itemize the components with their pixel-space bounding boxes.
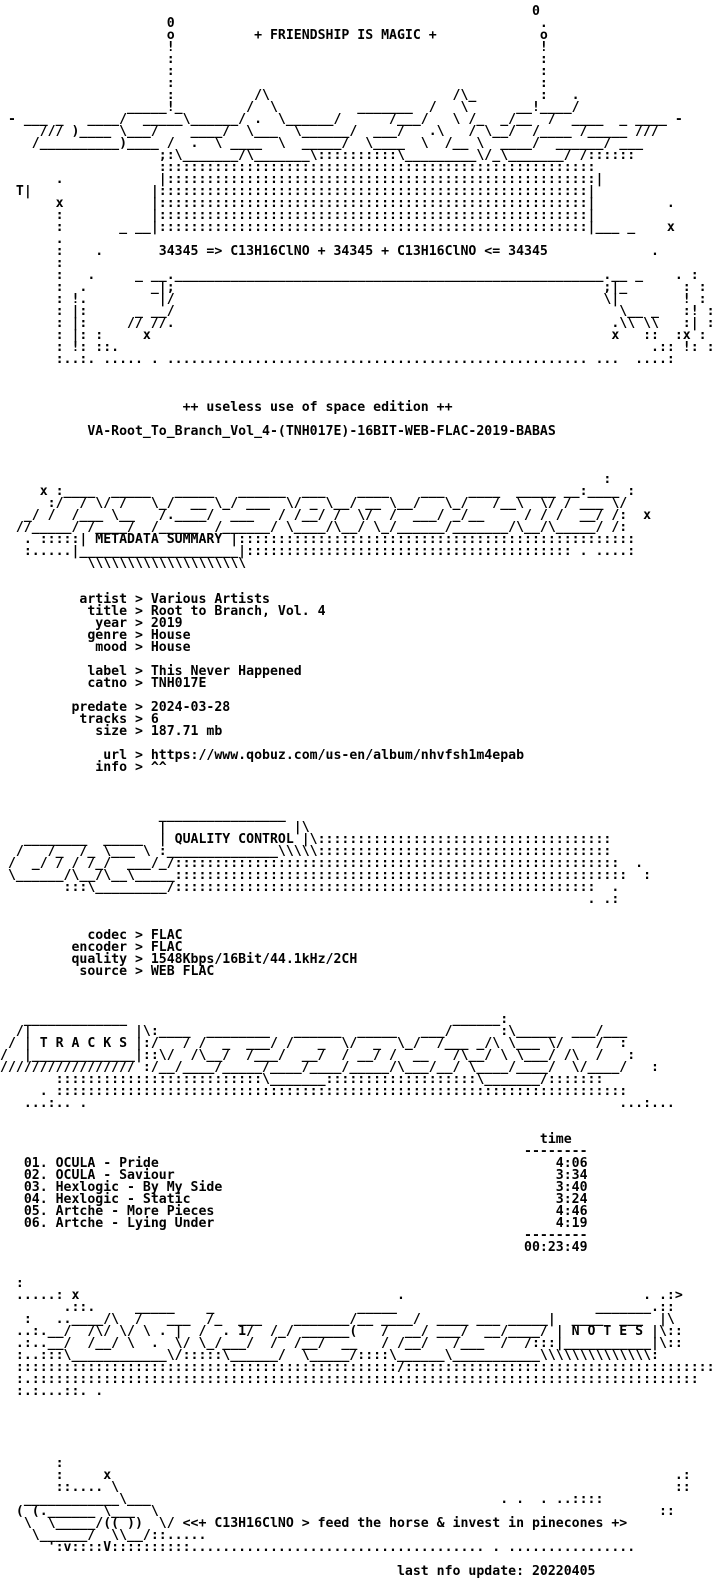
nfo-line: T| |::::::::::::::::::::::::::::::::::::::::::::::::::::::| [0,184,596,199]
nfo-line: ..:.__/ /\/ \/ \ . | / . 1/ /_/ ______( / __/ ___/ __/____/ | N O T E S |\:: [0,1324,683,1339]
nfo-line: :.:...::. . [0,1384,104,1399]
nfo-line: : [0,472,612,487]
nfo-line: /__________)____ / . \ ____ \ _____/ \____ \ /__ \ ____/ ______/ ___ [0,136,644,151]
nfo-line: . :::::| METADATA SUMMARY |:::::::::::::::::::::::::::::::::::::::::::::::::: [0,532,636,547]
nfo-line: url > https://www.qobuz.com/us-en/album/nhvfsh1m4epab [0,748,525,763]
nfo-line: / _/ / / /_/ ___/_/:::::::::::::::::::::::::::::::::::::::::::::::::::::::: . [0,856,644,871]
nfo-line: :..:::\____________\/:::::\______/ \_____/::::\______\___________\\\\\\\\\\\\\\: [0,1348,659,1363]
nfo-line: / | T R A C K S |:/ / / _ ___/ / _ \/ _ \_/ /___ _/\ \___ \/ / : [0,1036,628,1051]
nfo-line: size > 187.71 mb [0,724,223,739]
nfo-line: :/ / \/ / \_/ __ \_/ ___ \/ _ \__/ __ \__/ \_/ /__\ \/ / ___ \/ [0,496,628,511]
nfo-line: artist > Various Artists [0,592,270,607]
nfo-line: ::.... \ :: [0,1480,691,1495]
nfo-line: : . 34345 => C13H16ClNO + 34345 + C13H16ClNO <= 34345 . [0,244,659,259]
nfo-line: : x .: [0,1468,691,1483]
nfo-line: ::::::::::::::::::::::::::::::::::::::::::::::::::::::: [0,160,596,175]
nfo-line: mood > House [0,640,191,655]
nfo-line: ________________ [0,808,286,823]
nfo-line: ________ _____ | QUALITY CONTROL |\::::::::::::::::::::::::::::::::::::: [0,832,612,847]
nfo-line: genre > House [0,628,191,643]
nfo-line: 00:23:49 [0,1240,588,1255]
nfo-line: 0 . [0,16,548,31]
nfo-line: -------- [0,1144,588,1159]
nfo-line: ...:.. . ...:... [0,1096,675,1111]
nfo-line: :.:::::::::::::::::::::::::::::::::::::::::::::::::::::::::::::::::::::::::::::::::::: [0,1372,699,1387]
nfo-line: - ___ _ ____/ _____\______/ . \______/ /___/ \ /_ _/__ / ____ _ ____ - [0,112,683,127]
nfo-line: _/ / /___ \__ /.____/ ___ / /__/ / \/ / ___/ _/__ / / / __/ /: x [0,508,652,523]
nfo-line: . |::::::::::::::::::::::::::::::::::::::::::::::::::::::| [0,172,604,187]
nfo-line: 03. Hexlogic - By My Side 3:40 [0,1180,588,1195]
nfo-line: .....: x . . .:> [0,1288,683,1303]
nfo-line: -------- [0,1228,588,1243]
nfo-line: : |: : x x :: :x : [0,328,707,343]
nfo-line: _____________ ______: [0,1012,509,1027]
nfo-line: : . _ __.______________________________________________________.__ _ . : [0,268,699,283]
nfo-line: encoder > FLAC [0,940,183,955]
nfo-line: ;:\_______/\_______\::::::::::\_________\/_\_______/ /:::::: [0,148,636,163]
nfo-line: /// )____ \___/ ____/ \___ \______/ ___/ .\ / \__/ /____ /_____ /// [0,124,659,139]
nfo-line: title > Root to Branch, Vol. 4 [0,604,326,619]
nfo-line: : _ __|::::::::::::::::::::::::::::::::::::::::::::::::::::::|___ _ x [0,220,675,235]
nfo-line: : |::::::::::::::::::::::::::::::::::::::::::::::::::::::| [0,208,596,223]
nfo-line: ! ! [0,40,548,55]
nfo-line: last nfo update: 20220405 [0,1564,596,1579]
nfo-line: ::::::::::::::::::::::::::\_______:::::::::::::::::::\_______/::::::: [0,1072,604,1087]
nfo-line: : . _|; ;|_ : : [0,280,707,295]
nfo-line: 06. Artche - Lying Under 4:19 [0,1216,588,1231]
nfo-line: . .: [0,892,620,907]
nfo-line: : !: ::. .:: !: : [0,340,715,355]
nfo-line: ++ useless use of space edition ++ [0,400,453,415]
nfo-line: tracks > 6 [0,712,159,727]
nfo-line: o + FRIENDSHIP IS MAGIC + o [0,28,548,43]
nfo-line: ':v::::V::::::::::..................................... . ................ [0,1540,636,1555]
nfo-line: .:..__/ /__/ \ . \/ \_/___/ / /__/ __ / /__/ /___ / /:::|___________|\:: [0,1336,683,1351]
nfo-line: . [0,232,64,247]
nfo-line: : : [0,64,548,79]
nfo-line: 0 [0,4,540,19]
nfo-line: //_____/ /____/ /_____ /______/ \____/\__/ \_/______/_______/\__/\_____/ /: [0,520,628,535]
nfo-line: year > 2019 [0,616,183,631]
nfo-line: x :____ _____ _____ ______ ___ ____ ___ ____ _____ __:____ : [0,484,636,499]
nfo-line: \ \_____/(( )) \/ <<+ C13H16ClNO > feed the horse & invest in pinecones +> [0,1516,628,1531]
nfo-line: _____!_ / \ _______ / \ __!____/ [0,100,580,115]
nfo-line: label > This Never Happened [0,664,302,679]
nfo-line: time [0,1132,572,1147]
nfo-line: :::\_________/::::::::::::::::::::::::::::::::::::::::::::::::::::: . [0,880,620,895]
nfo-line: ::::::::::::::::::::::::::::::::::::::::::::::::/::::::::::::::::::::::::::::::::::::::: [0,1360,715,1375]
nfo-line: .::. _____ _ _____ _______.:: [0,1300,675,1315]
nfo-line: 02. OCULA - Saviour 3:34 [0,1168,588,1183]
nfo-line: info > ^^ [0,760,167,775]
nfo-line: \______/ \\__/::..... [0,1528,207,1543]
nfo-line: :..:. ..... . ..................................................... ... ....: [0,352,675,367]
nfo-line: codec > FLAC [0,928,183,943]
nfo-line: : : [0,52,548,67]
nfo-line: : ..____/\ / ___ /_ ___ _______/__ ____/ ____ ___ _____| ____ ___ |\ [0,1312,675,1327]
nfo-line: . :::::::::::::::::::::::::::::::::::::::::::::::::::::::::::::::::::::::: [0,1084,628,1099]
nfo-line: / |_____________|::\/ /\__/ /___/ __/ / __/ / __ /\__/ \ \___/ /\ / : [0,1048,636,1063]
nfo-line: 01. OCULA - Pride 4:06 [0,1156,588,1171]
nfo-line: 04. Hexlogic - Static 3:24 [0,1192,588,1207]
nfo-line: / /_ /_ \___ \ :______________\\\\\::::::::::::::::::::::::::::::::::::: [0,844,612,859]
nfo-line: : !. |/ \| ! : [0,292,707,307]
nfo-line: | |\ [0,820,310,835]
nfo-line: /| |\:____ ________ ______ _____ ___/ :\_____ ___/___ [0,1024,628,1039]
nfo-line: 05. Artche - More Pieces 4:46 [0,1204,588,1219]
nfo-line: source > WEB FLAC [0,964,215,979]
nfo-line: ( (.______ \___ \ :: [0,1504,675,1519]
nfo-line: \\\\\\\\\\\\\\\\\\\\ [0,556,247,571]
nfo-line: VA-Root_To_Branch_Vol_4-(TNH017E)-16BIT-WEB-FLAC-2019-BABAS [0,424,556,439]
nfo-line: : [0,256,64,271]
nfo-line: : [0,1456,64,1471]
nfo-line: x |::::::::::::::::::::::::::::::::::::::::::::::::::::::| . [0,196,675,211]
nfo-line: catno > TNH017E [0,676,207,691]
nfo-line: ____________\___ . . . ..:::: [0,1492,604,1507]
nfo-line: : : [0,76,548,91]
nfo-line: : /\ /\_ : . [0,88,580,103]
nfo-line: : |: // //. .\\ \\ :| : [0,316,715,331]
nfo-line: \______/\__/\__\_____::::::::::::::::::::::::::::::::::::::::::::::::::::::::: : [0,868,652,883]
nfo-line: quality > 1548Kbps/16Bit/44.1kHz/2CH [0,952,358,967]
nfo-line: ///////////////// :/__/____/_____/____/____/_____/\___/__/ \____/____/ \/____/ : [0,1060,659,1075]
nfo-line: : |: _ __/ \__ _ :! : [0,304,715,319]
nfo-line: :.....|____________________|::::::::::::::::::::::::::::::::::::::::: . ....: [0,544,636,559]
nfo-line: : [0,1276,24,1291]
nfo-line: predate > 2024-03-28 [0,700,231,715]
